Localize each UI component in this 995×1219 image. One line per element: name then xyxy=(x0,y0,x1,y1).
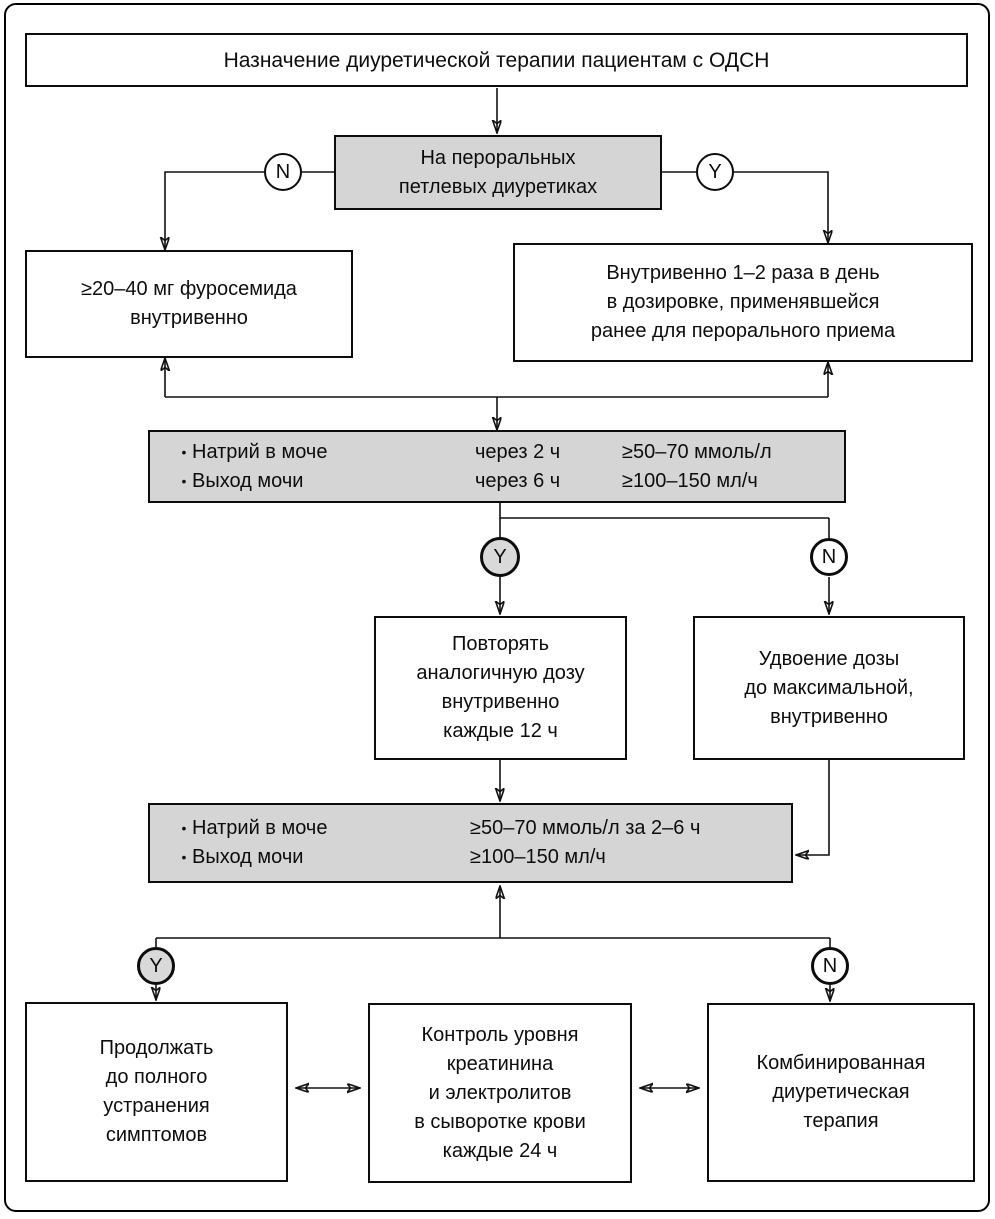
monitor-box xyxy=(368,1003,632,1183)
check2-label: Натрий в моче xyxy=(192,817,328,839)
oral-line: петлевых диуретиках xyxy=(398,175,598,198)
yes-label: Y xyxy=(493,545,507,568)
monitor-line: каждые 24 ч xyxy=(442,1139,558,1162)
check1-value: ≥50–70 ммоль/л xyxy=(622,440,772,463)
monitor-line: в сыворотке крови xyxy=(414,1110,586,1133)
continue-box xyxy=(25,1002,288,1182)
monitor-line: Контроль уровня xyxy=(421,1023,579,1046)
check2-value: ≥100–150 мл/ч xyxy=(470,846,606,868)
title-box xyxy=(25,33,968,87)
check1-value: ≥100–150 мл/ч xyxy=(622,469,758,492)
combined-therapy-box xyxy=(707,1003,975,1182)
iv-dose-line: ранее для перорального приема xyxy=(590,320,896,342)
continue-line: симптомов xyxy=(105,1124,208,1146)
page-title: Назначение диуретической терапии пациентам с ОДСН xyxy=(223,48,770,72)
bullet-icon: • xyxy=(181,443,187,460)
furosemide-box xyxy=(25,250,353,358)
decision-no-circle-2 xyxy=(810,538,848,576)
check2-value: ≥50–70 ммоль/л за 2–6 ч xyxy=(470,817,701,839)
check2-row-sodium xyxy=(150,814,791,843)
double-dose-line: до максимальной, xyxy=(744,676,914,699)
repeat-line: каждые 12 ч xyxy=(443,720,558,742)
check1-time: через 6 ч xyxy=(475,469,561,492)
double-dose-line: Удвоение дозы xyxy=(758,647,900,670)
connector-yes-to-ivdose xyxy=(662,172,828,243)
double-dose-line: внутривенно xyxy=(770,705,888,728)
oral-diuretics-box xyxy=(334,135,662,210)
check2-label: Выход мочи xyxy=(192,846,304,868)
iv-dose-line: Внутривенно 1–2 раза в день xyxy=(606,262,880,284)
continue-line: устранения xyxy=(103,1095,210,1117)
decision-yes-circle-1 xyxy=(696,153,734,191)
no-label: N xyxy=(821,545,837,568)
check1-label: Выход мочи xyxy=(192,469,304,492)
furosemide-line: ≥20–40 мг фуросемида xyxy=(81,278,297,300)
combined-line: терапия xyxy=(803,1110,879,1132)
check2-box xyxy=(148,803,793,883)
decision-yes-circle-2 xyxy=(480,537,520,577)
bullet-icon: • xyxy=(181,472,187,489)
iv-dose-box xyxy=(513,243,973,362)
check2-row-urine xyxy=(150,843,791,872)
decision-no-circle-3 xyxy=(811,947,849,985)
check1-row-sodium xyxy=(150,438,844,467)
repeat-dose-box xyxy=(374,616,627,760)
continue-line: Продолжать xyxy=(99,1037,214,1059)
no-label: N xyxy=(275,160,291,183)
decision-no-circle-1 xyxy=(264,153,302,191)
combined-line: диуретическая xyxy=(772,1081,910,1103)
repeat-line: аналогичную дозу xyxy=(416,662,585,684)
check1-row-urine xyxy=(150,467,844,496)
connector-double-to-check2 xyxy=(796,760,829,855)
combined-line: Комбинированная xyxy=(756,1052,926,1074)
bullet-icon: • xyxy=(181,820,187,836)
repeat-line: Повторять xyxy=(451,633,550,655)
iv-dose-line: в дозировке, применявшейся xyxy=(606,291,880,313)
continue-line: до полного xyxy=(105,1066,208,1088)
no-label: N xyxy=(822,954,838,977)
monitor-line: и электролитов xyxy=(428,1081,572,1104)
monitor-line: креатинина xyxy=(446,1052,554,1075)
furosemide-line: внутривенно xyxy=(130,307,248,329)
yes-label: Y xyxy=(149,954,163,977)
check1-time: через 2 ч xyxy=(475,440,561,463)
yes-label: Y xyxy=(708,160,722,183)
double-dose-box xyxy=(693,616,965,760)
repeat-line: внутривенно xyxy=(441,691,560,713)
bullet-icon: • xyxy=(181,849,187,865)
connector-no-to-furosemide xyxy=(165,172,334,250)
decision-yes-circle-3 xyxy=(137,947,175,985)
check1-box xyxy=(148,430,846,503)
branch1-line xyxy=(500,503,829,518)
oral-line: На пероральных xyxy=(420,146,576,169)
check1-label: Натрий в моче xyxy=(192,440,328,463)
